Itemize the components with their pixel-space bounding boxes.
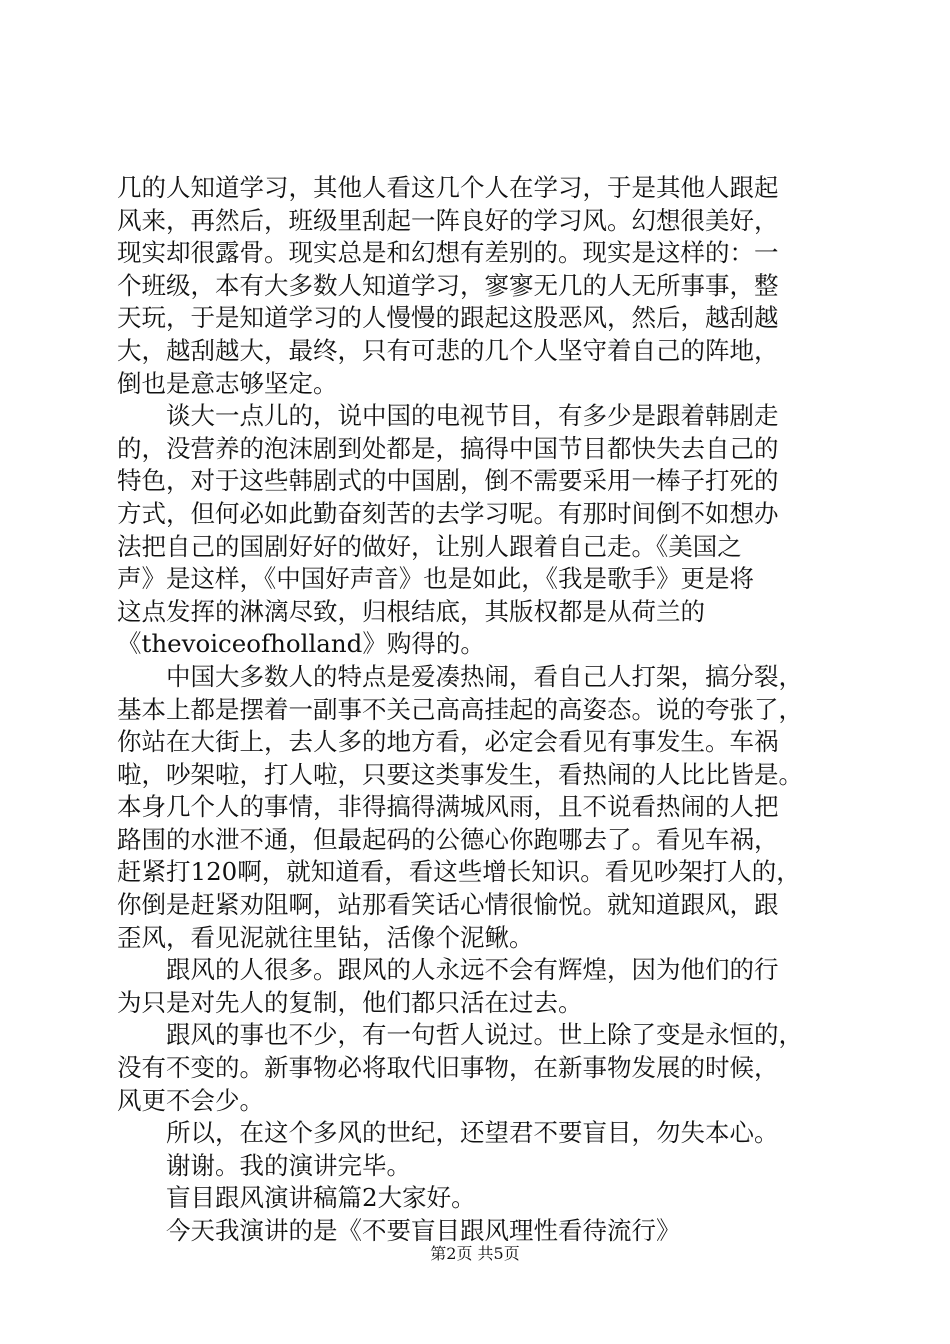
text-line: 没有不变的。新事物必将取代旧事物，在新事物发展的时候，	[117, 1053, 779, 1083]
text-line: 今天我演讲的是《不要盲目跟风理性看待流行》	[117, 1216, 681, 1245]
text-line: 几的人知道学习，其他人看这几个人在学习，于是其他人跟起	[117, 173, 779, 202]
text-line: 你倒是赶紧劝阻啊，站那看笑话心情很愉悦。就知道跟风，跟	[117, 890, 779, 920]
text-line: 本身几个人的事情，非得搞得满城风雨，且不说看热闹的人把	[117, 792, 779, 822]
text-line: 歪风，看见泥就往里钻，活像个泥鳅。	[117, 922, 534, 952]
document-body	[117, 172, 832, 1248]
text-line: 基本上都是摆着一副事不关己高高挂起的高姿态。说的夸张了，	[117, 694, 803, 724]
text-line: 声》是这样，《中国好声音》也是如此，《我是歌手》更是将	[117, 564, 754, 594]
text-line: 的，没营养的泡沫剧到处都是，搞得中国节目都快失去自己的	[117, 433, 779, 463]
text-line: 《thevoiceofholland》购得的。	[117, 629, 485, 659]
text-line: 特色，对于这些韩剧式的中国剧，倒不需要采用一棒子打死的	[117, 466, 779, 496]
text-line: 中国大多数人的特点是爱凑热闹，看自己人打架，搞分裂，	[117, 661, 803, 691]
text-line: 倒也是意志够坚定。	[117, 368, 338, 398]
text-line: 为只是对先人的复制，他们都只活在过去。	[117, 987, 583, 1017]
text-line: 啦，吵架啦，打人啦，只要这类事发生，看热闹的人比比皆是。	[117, 759, 803, 789]
text-line: 盲目跟风演讲稿篇2大家好。	[117, 1183, 476, 1213]
text-line: 这点发挥的淋漓尽致，归根结底，其版权都是从荷兰的	[117, 596, 705, 626]
text-line: 跟风的事也不少，有一句哲人说过。世上除了变是永恒的，	[117, 1020, 803, 1050]
page-footer: 第2页 共5页	[430, 1244, 520, 1263]
text-line: 大，越刮越大，最终，只有可悲的几个人坚守着自己的阵地，	[117, 335, 779, 365]
text-line: 风来，再然后，班级里刮起一阵良好的学习风。幻想很美好，	[117, 205, 779, 235]
text-line: 个班级，本有大多数人知道学习，寥寥无几的人无所事事，整	[117, 270, 779, 300]
text-line: 风更不会少。	[117, 1085, 264, 1115]
text-line: 所以，在这个多风的世纪，还望君不要盲目，勿失本心。	[117, 1118, 779, 1148]
text-line: 天玩，于是知道学习的人慢慢的跟起这股恶风，然后，越刮越	[117, 303, 779, 333]
text-line: 方式，但何必如此勤奋刻苦的去学习呢。有那时间倒不如想办	[117, 498, 779, 528]
text-line: 谈大一点儿的，说中国的电视节目，有多少是跟着韩剧走	[117, 401, 779, 431]
text-line: 跟风的人很多。跟风的人永远不会有辉煌，因为他们的行	[117, 955, 779, 985]
text-line: 路围的水泄不通，但最起码的公德心你跑哪去了。看见车祸，	[117, 824, 779, 854]
text-line: 赶紧打120啊，就知道看，看这些增长知识。看见吵架打人的，	[117, 857, 801, 887]
text-line: 谢谢。我的演讲完毕。	[117, 1150, 411, 1180]
text-line: 现实却很露骨。现实总是和幻想有差别的。现实是这样的：一	[117, 238, 779, 268]
text-line: 法把自己的国剧好好的做好，让别人跟着自己走。《美国之	[117, 531, 742, 561]
text-line: 你站在大街上，去人多的地方看，必定会看见有事发生。车祸	[117, 727, 779, 757]
